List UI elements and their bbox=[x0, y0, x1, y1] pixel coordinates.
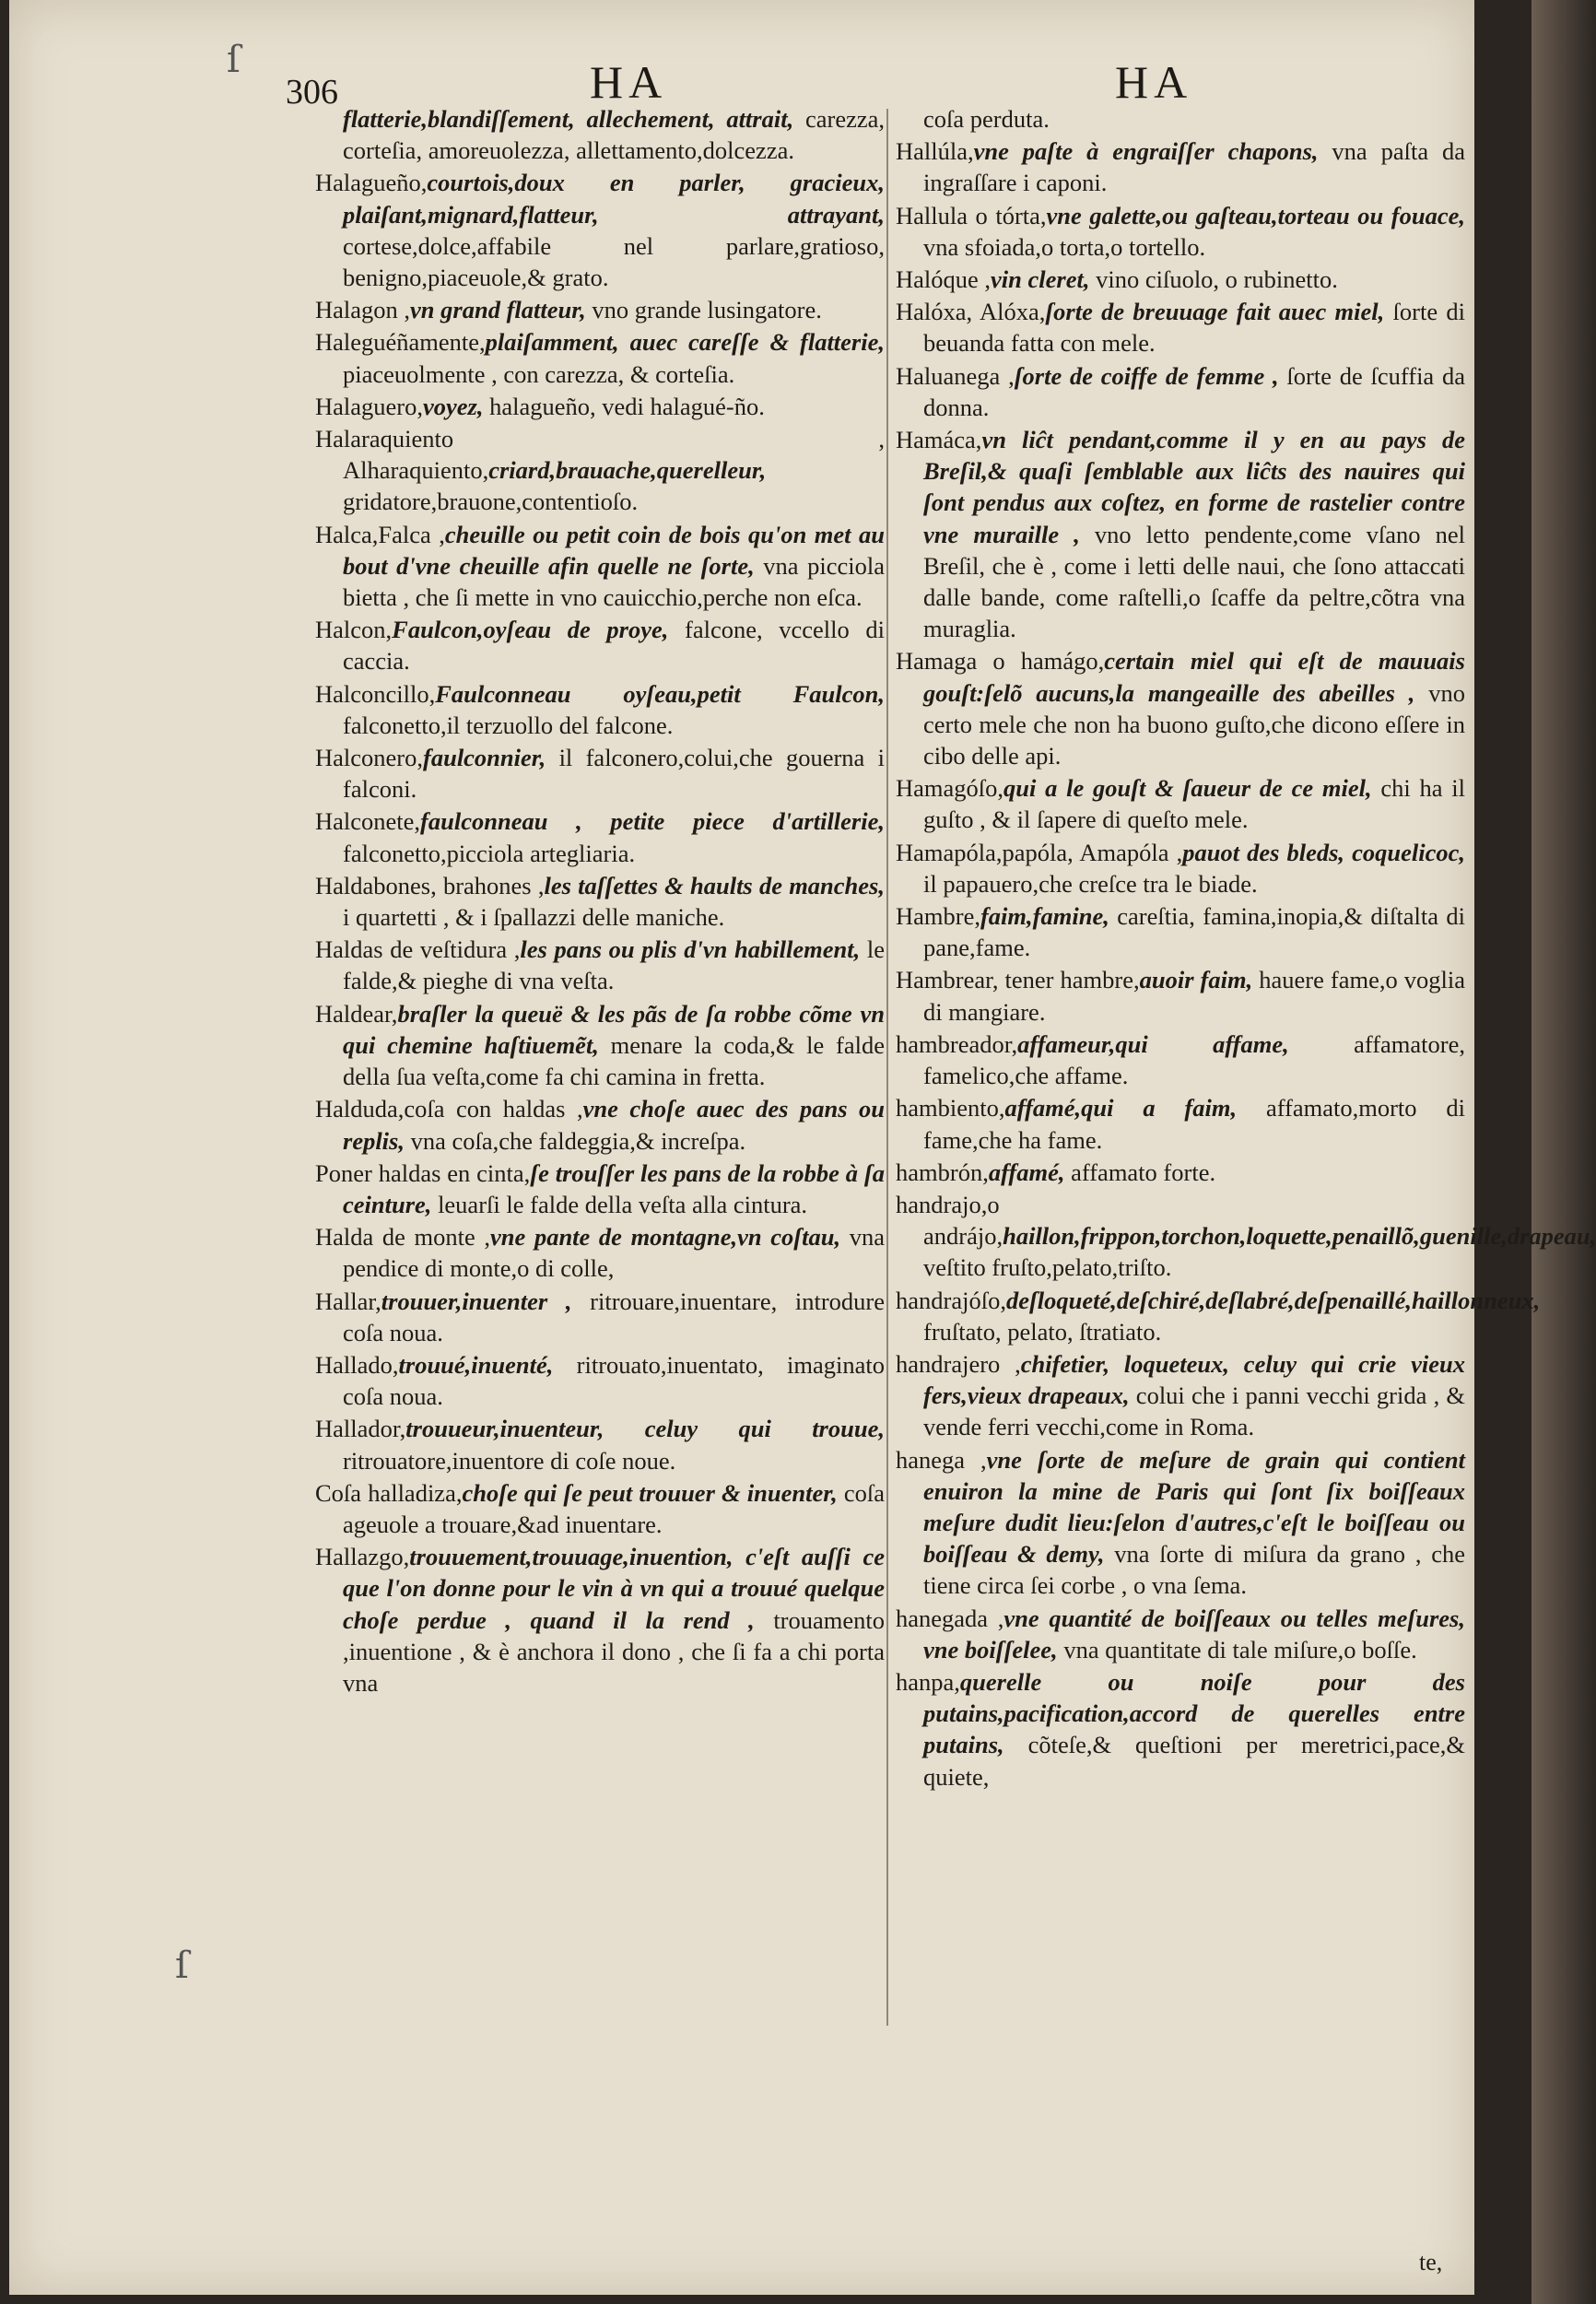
french-gloss: vne ſorte de meſure de grain qui contient enuiron la mine de Paris qui ſont ſix boiſſeaux meſure dudit lieu:ſelon d'autres,c'eſt le boiſſeau ou boiſſeau & demy, bbox=[923, 1445, 1465, 1569]
left-column bbox=[315, 103, 885, 1699]
spanish-headword: Halóque , bbox=[896, 265, 992, 294]
italian-gloss: vna coſa,che faldeggia,& increſpa. bbox=[405, 1126, 746, 1155]
dictionary-entry bbox=[896, 360, 1465, 423]
italian-gloss: ſorte de ſcuffia da donna. bbox=[923, 361, 1465, 421]
dictionary-entry bbox=[896, 1348, 1465, 1443]
dictionary-entry bbox=[315, 742, 885, 805]
dictionary-entry bbox=[896, 296, 1465, 359]
spanish-headword: Hallúla, bbox=[896, 137, 974, 166]
italian-gloss: vno grande lusingatore. bbox=[585, 296, 822, 324]
spanish-headword: Halconcillo, bbox=[315, 679, 436, 708]
spanish-headword: hanega , bbox=[896, 1445, 987, 1474]
italian-gloss: falconetto,picciola artegliaria. bbox=[343, 839, 636, 867]
french-gloss: vne quantité de boiſſeaux ou telles meſures, vne boiſſelee, bbox=[923, 1604, 1465, 1663]
french-gloss: certain miel qui eſt de mauuais gouſt:ſelõ aucuns,la mangeaille des abeilles , bbox=[923, 647, 1465, 707]
french-gloss: trouueur,inuenteur, celuy qui trouue, bbox=[405, 1415, 885, 1443]
french-gloss: Faulconneau oyſeau,petit Faulcon, bbox=[435, 679, 885, 708]
french-gloss: criard,brauache,querelleur, bbox=[488, 456, 767, 485]
french-gloss: affamé,qui a faim, bbox=[1004, 1094, 1238, 1123]
spanish-headword: handrajóſo, bbox=[896, 1286, 1006, 1314]
italian-gloss: chi ha il guſto , & il ſapere di queſto mele. bbox=[923, 774, 1465, 834]
spanish-headword: Halduda,coſa con haldas , bbox=[315, 1095, 583, 1123]
italian-gloss: vna pendice di monte,o di colle, bbox=[343, 1223, 886, 1283]
italian-gloss: trouamento ,inuentione , & è anchora il dono , che ſi fa a chi porta vna bbox=[343, 1605, 886, 1697]
dictionary-entry bbox=[896, 424, 1465, 644]
italian-gloss: vino ciſuolo, o rubinetto. bbox=[1089, 265, 1338, 294]
french-gloss: braſler la queuë & les pãs de ſa robbe cõme vn qui chemine haſtiuemẽt, bbox=[343, 999, 885, 1059]
italian-gloss: i quartetti , & i ſpallazzi delle maniche. bbox=[343, 903, 725, 932]
page-number: 306 bbox=[286, 73, 338, 112]
italian-gloss: veſtito fruſto,pelato,triſto. bbox=[923, 1253, 1172, 1282]
french-gloss: vne pante de montagne,vn coſtau, bbox=[490, 1223, 841, 1252]
french-gloss: auoir faim, bbox=[1139, 966, 1253, 994]
french-gloss: voyez, bbox=[423, 392, 484, 420]
catchword: te, bbox=[1419, 2249, 1443, 2275]
french-gloss: ſe trouſſer les pans de la robbe à ſa ceinture, bbox=[343, 1158, 885, 1218]
dictionary-entry bbox=[315, 1158, 885, 1220]
italian-gloss: leuarſi le falde della veſta alla cintura. bbox=[431, 1190, 808, 1218]
dictionary-entry bbox=[896, 645, 1465, 771]
italian-gloss: il papauero,che creſce tra le biade. bbox=[923, 869, 1258, 898]
italian-gloss: piaceuolmente , con carezza, & corteſia. bbox=[343, 359, 735, 388]
dictionary-entry bbox=[896, 1444, 1465, 1602]
dictionary-entry bbox=[896, 1157, 1465, 1188]
spanish-headword: Hamaga o hamágo, bbox=[896, 647, 1105, 676]
italian-gloss: falcone, vccello di caccia. bbox=[343, 616, 885, 676]
french-gloss: vn grand flatteur, bbox=[410, 296, 586, 324]
dictionary-entry bbox=[896, 1092, 1465, 1155]
italian-gloss: vno certo mele che non ha buono guſto,che dicono eſſere in cibo delle api. bbox=[923, 678, 1466, 770]
spanish-headword: Hallar, bbox=[315, 1287, 381, 1315]
italian-gloss: careſtia, famina,inopia,& diſtalta di pane,fame. bbox=[923, 902, 1465, 962]
spanish-headword: Coſa halladiza, bbox=[315, 1478, 463, 1507]
french-gloss: faulconneau , petite piece d'artillerie, bbox=[420, 807, 885, 836]
italian-gloss: ritrouatore,inuentore di coſe noue. bbox=[343, 1446, 676, 1475]
dictionary-entry bbox=[896, 837, 1465, 899]
italian-gloss: affamato,morto di fame,che ha fame. bbox=[923, 1094, 1465, 1154]
dictionary-entry bbox=[315, 423, 885, 518]
dictionary-entry bbox=[315, 1477, 885, 1540]
french-gloss: trouué,inuenté, bbox=[398, 1350, 554, 1379]
dictionary-entry bbox=[896, 1666, 1465, 1793]
spanish-headword: Hamagóſo, bbox=[896, 774, 1004, 803]
dictionary-entry bbox=[315, 1221, 885, 1284]
italian-gloss: cõteſe,& queſtioni per meretrici,pace,& quiete, bbox=[923, 1731, 1465, 1791]
spanish-headword: hanegada , bbox=[896, 1604, 1004, 1632]
french-gloss: ſorte de coiffe de femme , bbox=[1014, 361, 1279, 390]
french-gloss: vne galette,ou gaſteau,torteau ou fouace, bbox=[1046, 201, 1465, 229]
spanish-headword: Haleguéñamente, bbox=[315, 328, 486, 357]
dictionary-entry bbox=[896, 964, 1465, 1027]
dictionary-entry bbox=[315, 934, 885, 996]
right-column bbox=[896, 103, 1596, 1793]
italian-gloss: vna paſta da ingraſſare i caponi. bbox=[923, 137, 1465, 197]
italian-gloss: coſa ageuole a trouare,&ad inuentare. bbox=[343, 1478, 885, 1538]
dictionary-entry bbox=[315, 167, 885, 293]
spanish-headword: Halcon, bbox=[315, 616, 393, 644]
italian-gloss: colui che i panni vecchi grida , & vende ferri vecchi,come in Roma. bbox=[923, 1381, 1465, 1441]
french-gloss: trouuer,inuenter , bbox=[381, 1287, 572, 1315]
column-rule bbox=[886, 109, 888, 2026]
spanish-headword: Hallula o tórta, bbox=[896, 201, 1047, 229]
italian-gloss: ſorte di beuanda fatta con mele. bbox=[923, 298, 1465, 358]
dictionary-entry bbox=[315, 678, 885, 741]
italian-gloss: ritrouare,inuentare, introdure coſa noua. bbox=[343, 1287, 885, 1346]
italian-gloss: gridatore,brauone,contentioſo. bbox=[343, 488, 639, 516]
spanish-headword: Halconero, bbox=[315, 744, 423, 772]
french-gloss: plaiſamment, auec careſſe & flatterie, bbox=[485, 328, 885, 357]
italian-gloss: le falde,& pieghe di vna veſta. bbox=[343, 935, 885, 995]
spanish-headword: handrajo,o andrájo, bbox=[896, 1190, 1003, 1251]
french-gloss: cheuille ou petit coin de bois qu'on met au bout d'vne cheuille afin quelle ne ſorte, bbox=[343, 520, 885, 580]
italian-gloss: vna picciola bietta , che ſi mette in vno cauicchio,perche non eſca. bbox=[343, 551, 886, 612]
italian-gloss: cortese,dolce,affabile nel parlare,gratioso, benigno,piaceuole,& grato. bbox=[343, 231, 885, 292]
french-gloss: flatterie,blandiſſement, allechement, attrait, bbox=[343, 105, 794, 133]
italian-gloss: hauere fame,o voglia di mangiare. bbox=[923, 966, 1466, 1026]
french-gloss: affamé, bbox=[988, 1158, 1065, 1186]
italian-gloss: affamatore, famelico,che affame. bbox=[923, 1029, 1465, 1090]
dictionary-entry bbox=[896, 900, 1465, 963]
french-gloss: vin cleret, bbox=[991, 265, 1090, 294]
italian-gloss: falconetto,il terzuollo del falcone. bbox=[343, 711, 674, 739]
dictionary-entry bbox=[896, 264, 1465, 295]
italian-gloss: vno letto pendente,come vſano nel Breſil, che è , come i letti delle naui, che ſono attaccati dalle bande, come raſtelli,o ſcaffe da peltre,cõtra vna muraglia. bbox=[923, 520, 1465, 643]
dictionary-entry bbox=[896, 1029, 1465, 1091]
spanish-headword: hambiento, bbox=[896, 1094, 1005, 1123]
dictionary-entry bbox=[315, 103, 885, 166]
spanish-headword: Hallador, bbox=[315, 1415, 406, 1443]
spanish-headword: Halagueño, bbox=[315, 169, 428, 197]
dictionary-entry bbox=[896, 1189, 1596, 1284]
dictionary-entry bbox=[315, 614, 885, 676]
french-gloss: faim,famine, bbox=[980, 902, 1109, 931]
spanish-headword: Poner haldas en cinta, bbox=[315, 1158, 531, 1187]
spanish-headword: Haldabones, brahones , bbox=[315, 871, 545, 899]
spanish-headword: Hamapóla,papóla, Amapóla , bbox=[896, 838, 1183, 866]
italian-gloss: fruſtato, pelato, ſtratiato. bbox=[923, 1317, 1162, 1346]
french-gloss: faulconnier, bbox=[423, 744, 546, 772]
dictionary-entry bbox=[896, 200, 1465, 263]
right-running-head: HA bbox=[1115, 56, 1193, 108]
french-gloss: vne paſte à engraiſſer chapons, bbox=[973, 137, 1319, 166]
french-gloss: choſe qui ſe peut trouuer & inuenter, bbox=[462, 1478, 838, 1507]
italian-gloss: vna ſorte di miſura da grano , che tiene circa ſei corbe , o vna ſema. bbox=[923, 1540, 1465, 1600]
french-gloss: chifetier, loqueteux, celuy qui crie vieux fers,vieux drapeaux, bbox=[923, 1349, 1465, 1410]
french-gloss: trouuement,trouuage,inuention, c'eſt auſſi ce que l'on donne pour le vin à vn qui a trouué quelque choſe perdue , quand il la rend , bbox=[343, 1543, 885, 1634]
spanish-headword: Haluanega , bbox=[896, 361, 1015, 390]
italian-gloss: menare la coda,& le falde della ſua veſta,come fa chi camina in fretta. bbox=[343, 1030, 885, 1091]
dictionary-entry bbox=[315, 326, 885, 389]
dictionary-entry bbox=[315, 1413, 885, 1475]
dictionary-entry bbox=[315, 870, 885, 933]
margin-mark: ſ bbox=[175, 1945, 189, 1987]
italian-gloss: vna quantitate di tale miſure,o boſſe. bbox=[1057, 1635, 1417, 1663]
dictionary-entry bbox=[315, 1093, 885, 1156]
dictionary-entry bbox=[896, 1603, 1465, 1665]
french-gloss: courtois,doux en parler, gracieux, plaiſant,mignard,flatteur, attrayant, bbox=[343, 169, 885, 229]
french-gloss: deſloqueté,deſchiré,deſlabré,deſpenaillé,haillonneux, bbox=[1005, 1286, 1541, 1314]
dictionary-entry bbox=[315, 998, 885, 1093]
french-gloss: vn liĉt pendant,comme il y en au pays de Breſil,& quaſi ſemblable aux liĉts des nauires qui ſont pendus aux coſtez, en forme de rastelier contre vne muraille , bbox=[923, 426, 1465, 548]
dictionary-entry bbox=[315, 1541, 885, 1699]
italian-gloss: affamato forte. bbox=[1064, 1158, 1216, 1186]
binding-gutter bbox=[1531, 0, 1596, 2304]
spanish-headword: Halca,Falca , bbox=[315, 520, 445, 548]
spanish-headword: Halaguero, bbox=[315, 392, 423, 420]
spanish-headword: Hallazgo, bbox=[315, 1543, 410, 1571]
french-gloss: querelle ou noiſe pour des putains,pacification,accord de querelles entre putains, bbox=[923, 1667, 1465, 1759]
spanish-headword: hanpa, bbox=[896, 1667, 960, 1696]
spanish-headword: Halconete, bbox=[315, 807, 421, 836]
spanish-headword: Hambrear, tener hambre, bbox=[896, 966, 1140, 994]
italian-gloss: vna sfoiada,o torta,o tortello. bbox=[923, 232, 1206, 261]
french-gloss: affameur,qui affame, bbox=[1017, 1029, 1289, 1058]
spanish-headword: Halda de monte , bbox=[315, 1223, 491, 1252]
spanish-headword: Haldear, bbox=[315, 999, 398, 1028]
dictionary-entry bbox=[896, 1285, 1541, 1347]
spanish-headword: Hamáca, bbox=[896, 426, 982, 454]
spanish-headword: hambrón, bbox=[896, 1158, 989, 1186]
italian-gloss: ritrouato,inuentato, imaginato coſa noua. bbox=[343, 1350, 885, 1411]
spanish-headword: hambreador, bbox=[896, 1029, 1018, 1058]
left-running-head: HA bbox=[590, 56, 668, 108]
spanish-headword: handrajero , bbox=[896, 1349, 1021, 1378]
dictionary-entry bbox=[315, 391, 885, 422]
spanish-headword: Hambre, bbox=[896, 902, 980, 931]
spanish-headword: Hallado, bbox=[315, 1350, 399, 1379]
french-gloss: qui a le gouſt & ſaueur de ce miel, bbox=[1003, 774, 1372, 803]
french-gloss: ſorte de breuuage fait auec miel, bbox=[1045, 298, 1385, 326]
spanish-headword: Haldas de veſtidura , bbox=[315, 935, 521, 964]
spanish-headword: Halagon , bbox=[315, 296, 411, 324]
spanish-headword: Halaraquiento , Alharaquiento, bbox=[315, 425, 885, 485]
french-gloss: Faulcon,oyſeau de proye, bbox=[392, 616, 669, 644]
dictionary-entry bbox=[315, 1349, 885, 1412]
dictionary-entry bbox=[315, 805, 885, 868]
dictionary-entry bbox=[896, 135, 1465, 198]
dictionary-entry bbox=[315, 1286, 885, 1348]
french-gloss: haillon,frippon,torchon,loquette,penaillõ,guenille,drapeau, bbox=[1003, 1222, 1596, 1251]
french-gloss: les taſſettes & haults de manches, bbox=[544, 871, 885, 899]
spanish-headword: Halóxa, Alóxa, bbox=[896, 298, 1046, 326]
italian-gloss: coſa perduta. bbox=[923, 105, 1050, 133]
dictionary-entry bbox=[315, 294, 885, 325]
french-gloss: les pans ou plis d'vn habillement, bbox=[520, 935, 861, 964]
margin-mark: ſ bbox=[227, 39, 241, 81]
french-gloss: pauot des bleds, coquelicoc, bbox=[1182, 838, 1465, 866]
dictionary-entry bbox=[896, 103, 1465, 135]
dictionary-entry bbox=[896, 772, 1465, 835]
italian-gloss: il falconero,colui,che gouerna i falconi. bbox=[343, 744, 885, 804]
italian-gloss: halagueño, vedi halagué-ño. bbox=[483, 392, 765, 420]
french-gloss: vne choſe auec des pans ou replis, bbox=[343, 1095, 885, 1155]
dictionary-entry bbox=[315, 519, 885, 614]
italian-gloss: carezza, corteſia, amoreuolezza, allettamento,dolcezza. bbox=[343, 105, 885, 165]
